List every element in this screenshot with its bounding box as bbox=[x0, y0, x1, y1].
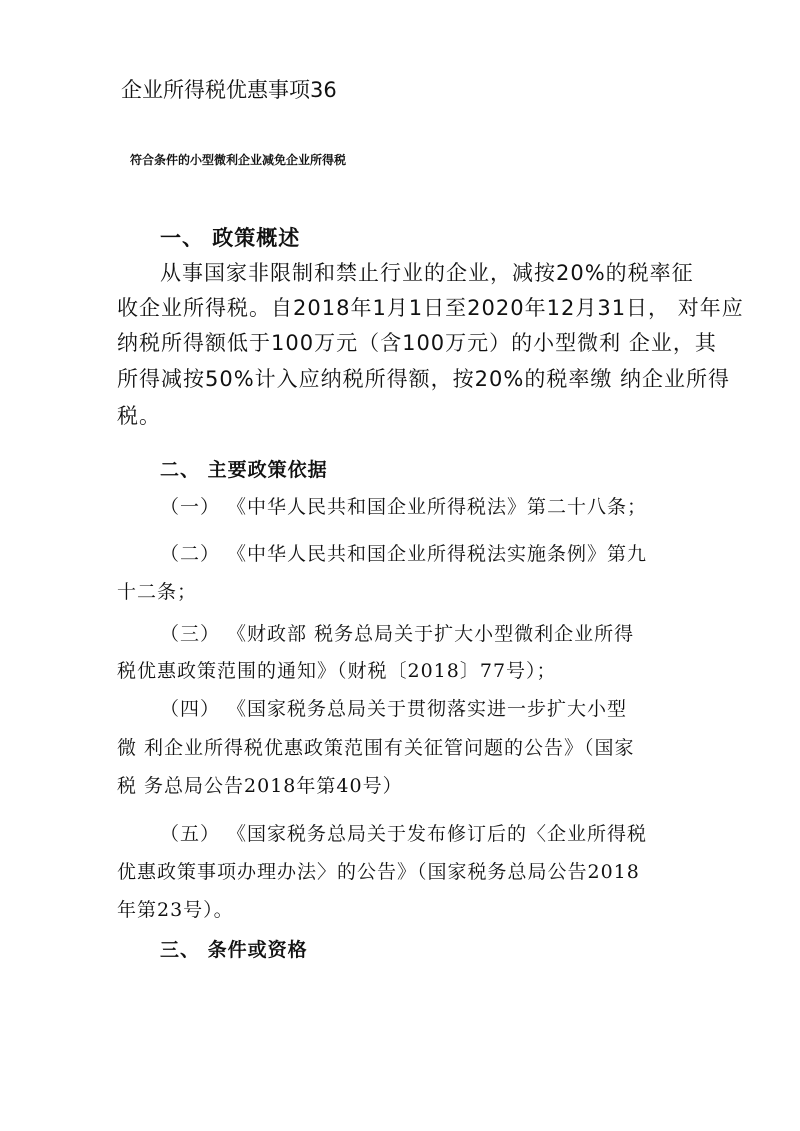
section-heading-policy-basis: 二、 主要政策依据 bbox=[160, 459, 328, 481]
document-title: 企业所得税优惠事项36 bbox=[121, 78, 337, 102]
reference-item-3-line: （三） 《财政部 税务总局关于扩大小型微利企业所得 bbox=[160, 623, 635, 645]
paragraph-line: 从事国家非限制和禁止行业的企业，减按20%的税率征 bbox=[160, 261, 694, 285]
paragraph-line: 税。 bbox=[117, 404, 161, 428]
reference-item-4-line: （四） 《国家税务总局关于贯彻落实进一步扩大小型 bbox=[160, 698, 628, 720]
reference-item-5-line: 年第23号）。 bbox=[117, 899, 234, 921]
paragraph-line: 收企业所得税。自2018年1月1日至2020年12月31日， 对年应 bbox=[117, 296, 744, 320]
reference-item-2-line: 十二条； bbox=[117, 581, 198, 603]
reference-item-4-line: 税 务总局公告2018年第40号） bbox=[117, 775, 403, 797]
reference-item-1-line: （一） 《中华人民共和国企业所得税法》第二十八条； bbox=[160, 496, 648, 518]
paragraph-line: 所得减按50%计入应纳税所得额，按20%的税率缴 纳企业所得 bbox=[117, 367, 731, 391]
paragraph-line: 纳税所得额低于100万元（含100万元）的小型微利 企业，其 bbox=[117, 331, 717, 355]
reference-item-3-line: 税优惠政策范围的通知》（财税〔2018〕77号）； bbox=[117, 660, 557, 682]
document-subtitle: 符合条件的小型微利企业减免企业所得税 bbox=[130, 153, 347, 167]
reference-item-5-line: 优惠政策事项办理办法〉的公告》（国家税务总局公告2018 bbox=[117, 861, 640, 883]
section-heading-overview: 一、 政策概述 bbox=[160, 226, 301, 250]
reference-item-4-line: 微 利企业所得税优惠政策范围有关征管问题的公告》（国家 bbox=[117, 737, 635, 759]
section-heading-conditions: 三、 条件或资格 bbox=[160, 939, 308, 961]
reference-item-2-line: （二） 《中华人民共和国企业所得税法实施条例》第九 bbox=[160, 543, 648, 565]
reference-item-5-line: （五） 《国家税务总局关于发布修订后的〈企业所得税 bbox=[160, 823, 648, 845]
